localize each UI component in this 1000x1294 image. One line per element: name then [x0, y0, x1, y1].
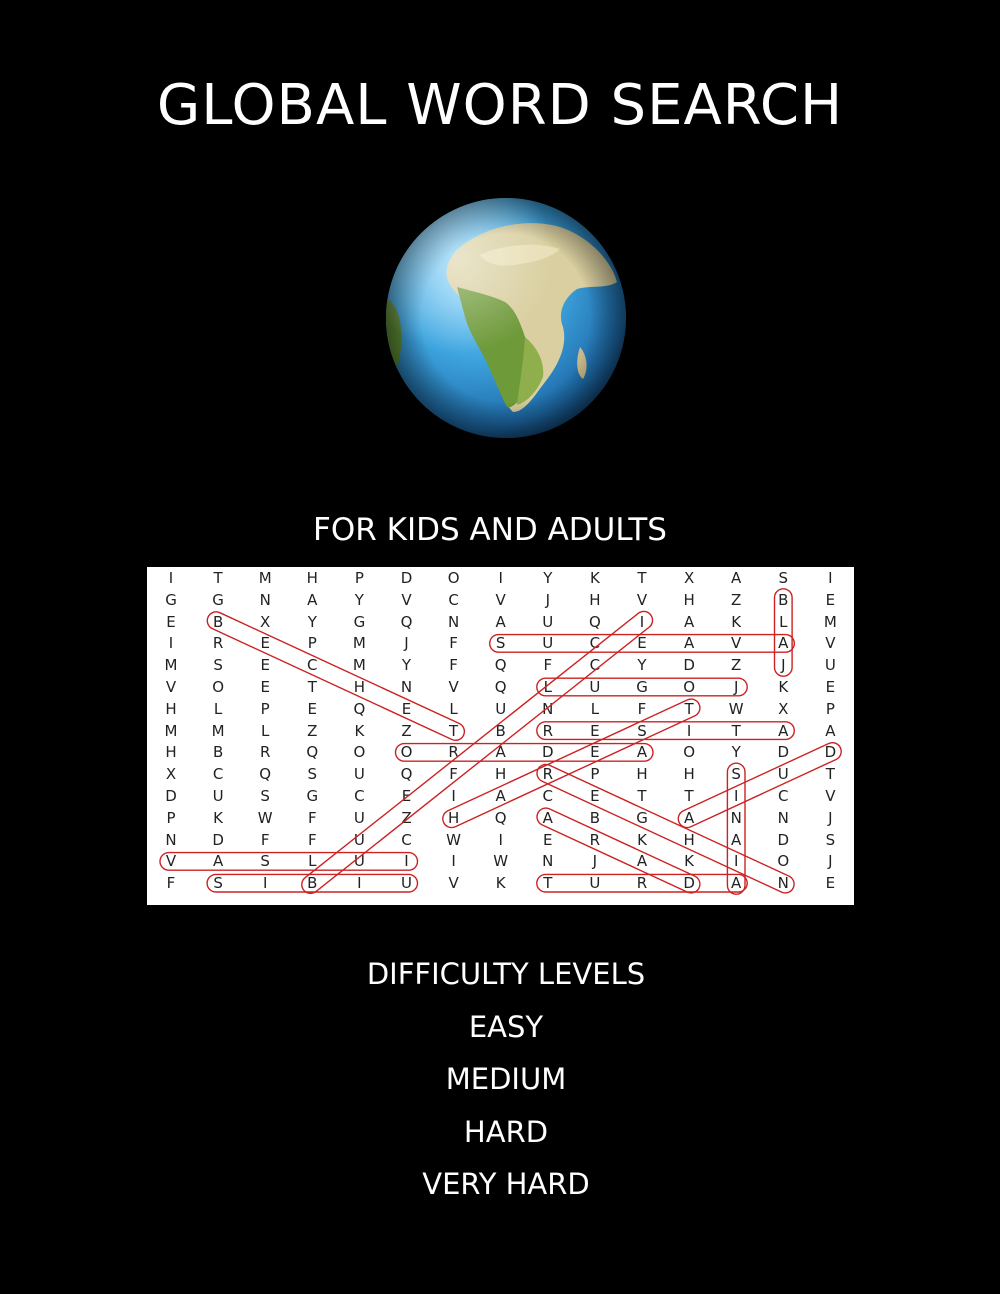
- grid-cell: H: [353, 678, 366, 696]
- grid-cell: P: [260, 699, 270, 718]
- level-medium: MEDIUM: [445, 1062, 567, 1096]
- grid-cell: U: [353, 808, 365, 827]
- grid-cell: G: [306, 787, 319, 805]
- grid-cell: Q: [494, 808, 507, 827]
- grid-cell: H: [165, 743, 177, 762]
- grid-cell: F: [449, 765, 458, 784]
- grid-cell: I: [639, 612, 645, 631]
- grid-cell: C: [542, 787, 554, 805]
- found-word-highlight-lugoj: [537, 678, 747, 696]
- grid-cell: E: [637, 634, 647, 653]
- difficulty-levels: [0, 948, 1000, 1211]
- grid-cell: Z: [731, 656, 742, 675]
- grid-cell: M: [352, 634, 366, 653]
- grid-cell: A: [778, 634, 789, 653]
- grid-cell: R: [448, 743, 459, 762]
- grid-cell: G: [636, 808, 648, 827]
- grid-cell: T: [684, 787, 694, 805]
- grid-cell: Q: [306, 743, 319, 762]
- grid-cell: A: [731, 874, 742, 893]
- grid-cell: A: [825, 721, 836, 740]
- grid-cell: D: [212, 830, 224, 849]
- grid-cell: H: [683, 765, 695, 784]
- grid-cell: D: [683, 656, 695, 675]
- grid-cell: J: [404, 634, 409, 653]
- grid-cell: J: [733, 678, 739, 696]
- grid-cell: C: [354, 787, 365, 805]
- grid-cell: I: [733, 787, 739, 805]
- grid-cell: N: [542, 852, 554, 871]
- grid-cell: B: [495, 721, 506, 740]
- grid-cell: F: [449, 634, 458, 653]
- grid-cell: J: [592, 852, 598, 871]
- grid-cell: U: [542, 634, 554, 653]
- grid-cell: U: [401, 874, 412, 893]
- grid-cell: R: [542, 765, 554, 784]
- grid-cell: U: [212, 787, 224, 805]
- grid-cell: V: [401, 590, 412, 609]
- grid-cell: T: [637, 569, 647, 587]
- grid-cell: V: [165, 678, 177, 696]
- grid-cell: N: [777, 808, 789, 827]
- grid-cell: N: [730, 808, 742, 827]
- grid-cell: R: [589, 830, 601, 849]
- grid-cell: O: [400, 743, 413, 762]
- grid-cell: E: [260, 678, 270, 696]
- grid-cell: W: [257, 808, 273, 827]
- grid-cell: A: [495, 787, 506, 805]
- grid-cell: A: [542, 808, 553, 827]
- grid-cell: Z: [731, 590, 742, 609]
- found-word-highlight-blaj: [775, 589, 793, 676]
- grid-cell: K: [213, 808, 224, 827]
- grid-cell: R: [542, 721, 554, 740]
- grid-cell: J: [781, 656, 786, 675]
- grid-cell: A: [636, 852, 648, 871]
- grid-cell: X: [778, 699, 789, 718]
- levels-heading: DIFFICULTY LEVELS: [366, 957, 646, 991]
- grid-cell: H: [683, 830, 695, 849]
- grid-cell: V: [825, 634, 836, 653]
- grid-cell: F: [166, 874, 176, 893]
- grid-cell: H: [495, 765, 507, 784]
- grid-cell: A: [307, 590, 318, 609]
- found-word-highlight-arad: [534, 805, 703, 896]
- level-easy: EASY: [468, 1009, 544, 1044]
- grid-cell: Q: [494, 656, 507, 675]
- grid-cell: T: [825, 765, 835, 784]
- earth-globe-icon: [385, 197, 627, 439]
- cover-subtitle: FOR KIDS AND ADULTS: [312, 512, 667, 548]
- grid-cell: T: [213, 569, 223, 587]
- grid-cell: Y: [307, 612, 317, 631]
- found-word-highlight-turda: [537, 874, 747, 892]
- found-word-highlights: [147, 567, 854, 905]
- grid-cell: T: [731, 721, 741, 740]
- grid-cell: C: [212, 765, 224, 784]
- grid-cell: K: [637, 830, 647, 849]
- found-word-highlight-bucuia: [298, 608, 656, 897]
- grid-cell: G: [165, 590, 177, 609]
- grid-cell: U: [353, 765, 365, 784]
- grid-cell: S: [213, 874, 223, 893]
- grid-cell: D: [777, 743, 790, 762]
- grid-cell: F: [260, 830, 270, 849]
- grid-cell: Q: [353, 699, 366, 718]
- grid-cell: C: [778, 787, 789, 805]
- grid-cell: D: [400, 569, 413, 587]
- grid-cell: I: [451, 787, 456, 805]
- grid-cell: I: [498, 569, 503, 587]
- grid-cell: N: [259, 590, 271, 609]
- grid-cell: W: [446, 830, 462, 849]
- grid-cell: X: [260, 612, 271, 631]
- found-word-highlight-suceava: [490, 635, 795, 653]
- grid-cell: E: [590, 743, 600, 762]
- grid-cell: M: [164, 656, 178, 675]
- grid-cell: O: [683, 743, 695, 762]
- grid-cell: I: [168, 634, 174, 653]
- grid-cell: S: [260, 787, 270, 805]
- grid-cell: U: [777, 765, 789, 784]
- grid-cell: P: [307, 634, 317, 653]
- grid-cell: U: [495, 699, 507, 718]
- grid-cell: D: [165, 787, 177, 805]
- grid-cell: T: [543, 874, 553, 893]
- grid-cell: Q: [259, 765, 272, 784]
- grid-cell: K: [778, 678, 789, 696]
- grid-cell: A: [683, 634, 695, 653]
- grid-cell: F: [307, 808, 317, 827]
- grid-cell: U: [353, 852, 365, 871]
- grid-cell: E: [166, 612, 176, 631]
- grid-cell: S: [260, 852, 270, 871]
- grid-cell: E: [260, 634, 270, 653]
- grid-cell: K: [684, 852, 695, 871]
- grid-cell: V: [825, 787, 836, 805]
- grid-cell: L: [590, 699, 600, 718]
- grid-cell: I: [498, 830, 503, 849]
- grid-cell: L: [308, 852, 317, 871]
- grid-cell: M: [211, 721, 225, 740]
- grid-cell: N: [165, 830, 177, 849]
- grid-cell: F: [637, 699, 647, 718]
- grid-cell: E: [825, 874, 836, 893]
- grid-cell: J: [545, 590, 551, 609]
- grid-cell: A: [212, 852, 224, 871]
- grid-cell: K: [495, 874, 506, 893]
- grid-cell: M: [258, 569, 272, 587]
- grid-cell: I: [404, 852, 409, 871]
- grid-cell: N: [542, 699, 554, 718]
- grid-cell: M: [164, 721, 178, 740]
- grid-cell: S: [495, 634, 506, 653]
- grid-cell: I: [733, 852, 739, 871]
- grid-cell: O: [683, 678, 695, 696]
- grid-cell: V: [636, 590, 648, 609]
- grid-cell: J: [828, 808, 833, 827]
- grid-cell: O: [353, 743, 366, 762]
- grid-cell: G: [636, 678, 648, 696]
- grid-cell: C: [448, 590, 459, 609]
- grid-cell: O: [777, 852, 790, 871]
- grid-cell: Y: [543, 569, 553, 587]
- grid-cell: M: [352, 656, 366, 675]
- grid-cell: U: [589, 874, 601, 893]
- grid-cell: A: [683, 808, 695, 827]
- grid-cell: C: [401, 830, 412, 849]
- grid-cell: E: [307, 699, 318, 718]
- grid-cell: Y: [354, 590, 364, 609]
- grid-cell: T: [637, 787, 647, 805]
- level-hard: HARD: [463, 1114, 549, 1149]
- grid-cell: W: [493, 852, 509, 871]
- grid-cell: T: [449, 721, 459, 740]
- grid-cell: Z: [401, 808, 412, 827]
- grid-cell: S: [307, 765, 318, 784]
- grid-cell: A: [731, 830, 742, 849]
- grid-cell: P: [354, 569, 364, 587]
- grid-cell: E: [590, 721, 600, 740]
- grid-cell: S: [825, 830, 836, 849]
- grid-cell: R: [636, 874, 648, 893]
- grid-cell: S: [778, 569, 789, 587]
- grid-cell: N: [447, 612, 460, 631]
- grid-cell: W: [728, 699, 744, 718]
- grid-cell: E: [825, 678, 836, 696]
- grid-cell: H: [683, 590, 695, 609]
- grid-cell: S: [731, 765, 741, 784]
- grid-cell: E: [401, 699, 412, 718]
- grid-cell: Q: [400, 765, 413, 784]
- grid-cell: Y: [637, 656, 647, 675]
- grid-cell: V: [495, 590, 506, 609]
- grid-cell: O: [447, 569, 460, 587]
- grid-cell: L: [261, 721, 270, 740]
- grid-cell: I: [357, 874, 362, 893]
- grid-cell: B: [212, 743, 224, 762]
- level-very-hard: VERY HARD: [422, 1167, 590, 1201]
- grid-cell: Y: [401, 656, 412, 675]
- grid-cell: P: [825, 699, 835, 718]
- grid-cell: F: [307, 830, 317, 849]
- found-word-highlight-duna: [675, 740, 844, 831]
- grid-cell: D: [683, 874, 695, 893]
- grid-cell: X: [683, 569, 695, 587]
- grid-cell: R: [212, 634, 224, 653]
- grid-cell: I: [686, 721, 692, 740]
- grid-cell: E: [590, 787, 600, 805]
- grid-cell: I: [262, 874, 268, 893]
- grid-cell: D: [542, 743, 554, 762]
- grid-cell: V: [448, 678, 459, 696]
- grid-cell: V: [731, 634, 742, 653]
- grid-cell: I: [828, 569, 833, 587]
- grid-cell: Q: [588, 612, 601, 631]
- grid-cell: S: [637, 721, 647, 740]
- grid-cell: E: [825, 590, 836, 609]
- grid-cell: G: [212, 590, 224, 609]
- grid-cell: D: [777, 830, 790, 849]
- grid-cell: U: [824, 656, 836, 675]
- grid-cell: I: [451, 852, 456, 871]
- grid-cell: G: [353, 612, 366, 631]
- grid-cell: N: [400, 678, 413, 696]
- grid-cell: H: [165, 699, 177, 718]
- grid-cell: T: [307, 678, 317, 696]
- grid-cell: L: [213, 699, 223, 718]
- grid-cell: M: [823, 612, 837, 631]
- grid-cell: E: [543, 830, 553, 849]
- grid-cell: X: [165, 765, 177, 784]
- grid-cell: A: [495, 612, 506, 631]
- grid-cell: K: [731, 612, 742, 631]
- grid-cell: Q: [400, 612, 413, 631]
- found-word-highlight-brezoi: [204, 609, 467, 743]
- grid-cell: B: [778, 590, 789, 609]
- grid-cell: L: [449, 699, 458, 718]
- grid-cell: H: [636, 765, 648, 784]
- grid-cell: A: [731, 569, 742, 587]
- grid-cell: J: [828, 852, 833, 871]
- found-word-highlight-tulcea: [440, 696, 703, 830]
- grid-cell: K: [354, 721, 365, 740]
- grid-cell: Z: [307, 721, 318, 740]
- grid-cell: C: [589, 656, 601, 675]
- grid-cell: H: [589, 590, 601, 609]
- found-word-highlight-resita: [537, 722, 795, 740]
- grid-cell: C: [307, 656, 318, 675]
- grid-cell: N: [777, 874, 789, 893]
- grid-cell: A: [778, 721, 789, 740]
- grid-cell: T: [684, 699, 694, 718]
- grid-cell: H: [447, 808, 460, 827]
- grid-cell: E: [401, 787, 412, 805]
- grid-cell: B: [589, 808, 601, 827]
- grid-cell: V: [448, 874, 459, 893]
- grid-cell: H: [306, 569, 318, 587]
- grid-cell: S: [213, 656, 223, 675]
- grid-cell: C: [589, 634, 601, 653]
- found-word-highlight-vaslui: [160, 853, 418, 871]
- grid-cell: B: [307, 874, 318, 893]
- grid-cell: V: [165, 852, 177, 871]
- globe-illustration: [385, 197, 627, 439]
- grid-cell: U: [542, 612, 554, 631]
- word-search-grid: [147, 567, 854, 905]
- found-word-highlight-sibiu: [207, 874, 417, 892]
- grid-cell: O: [212, 678, 224, 696]
- found-word-highlight-rhadane: [534, 762, 797, 896]
- grid-cell: F: [449, 656, 458, 675]
- grid-cell: L: [543, 678, 552, 696]
- grid-cell: Z: [401, 721, 412, 740]
- grid-cell: B: [212, 612, 224, 631]
- grid-cell: Q: [494, 678, 507, 696]
- grid-cell: D: [824, 743, 837, 762]
- grid-cell: R: [259, 743, 271, 762]
- grid-cell: U: [589, 678, 601, 696]
- grid-cell: U: [353, 830, 365, 849]
- grid-cell: A: [495, 743, 506, 762]
- grid-cell: Y: [731, 743, 741, 762]
- grid-cell: E: [260, 656, 270, 675]
- grid-cell: I: [168, 569, 174, 587]
- grid-cell: L: [779, 612, 788, 631]
- grid-cell: A: [636, 743, 648, 762]
- grid-cell: P: [166, 808, 176, 827]
- cover-title: GLOBAL WORD SEARCH: [156, 73, 844, 138]
- grid-cell: K: [589, 569, 600, 587]
- grid-cell: P: [590, 765, 600, 784]
- grid-cell: A: [683, 612, 695, 631]
- grid-cell: F: [543, 656, 553, 675]
